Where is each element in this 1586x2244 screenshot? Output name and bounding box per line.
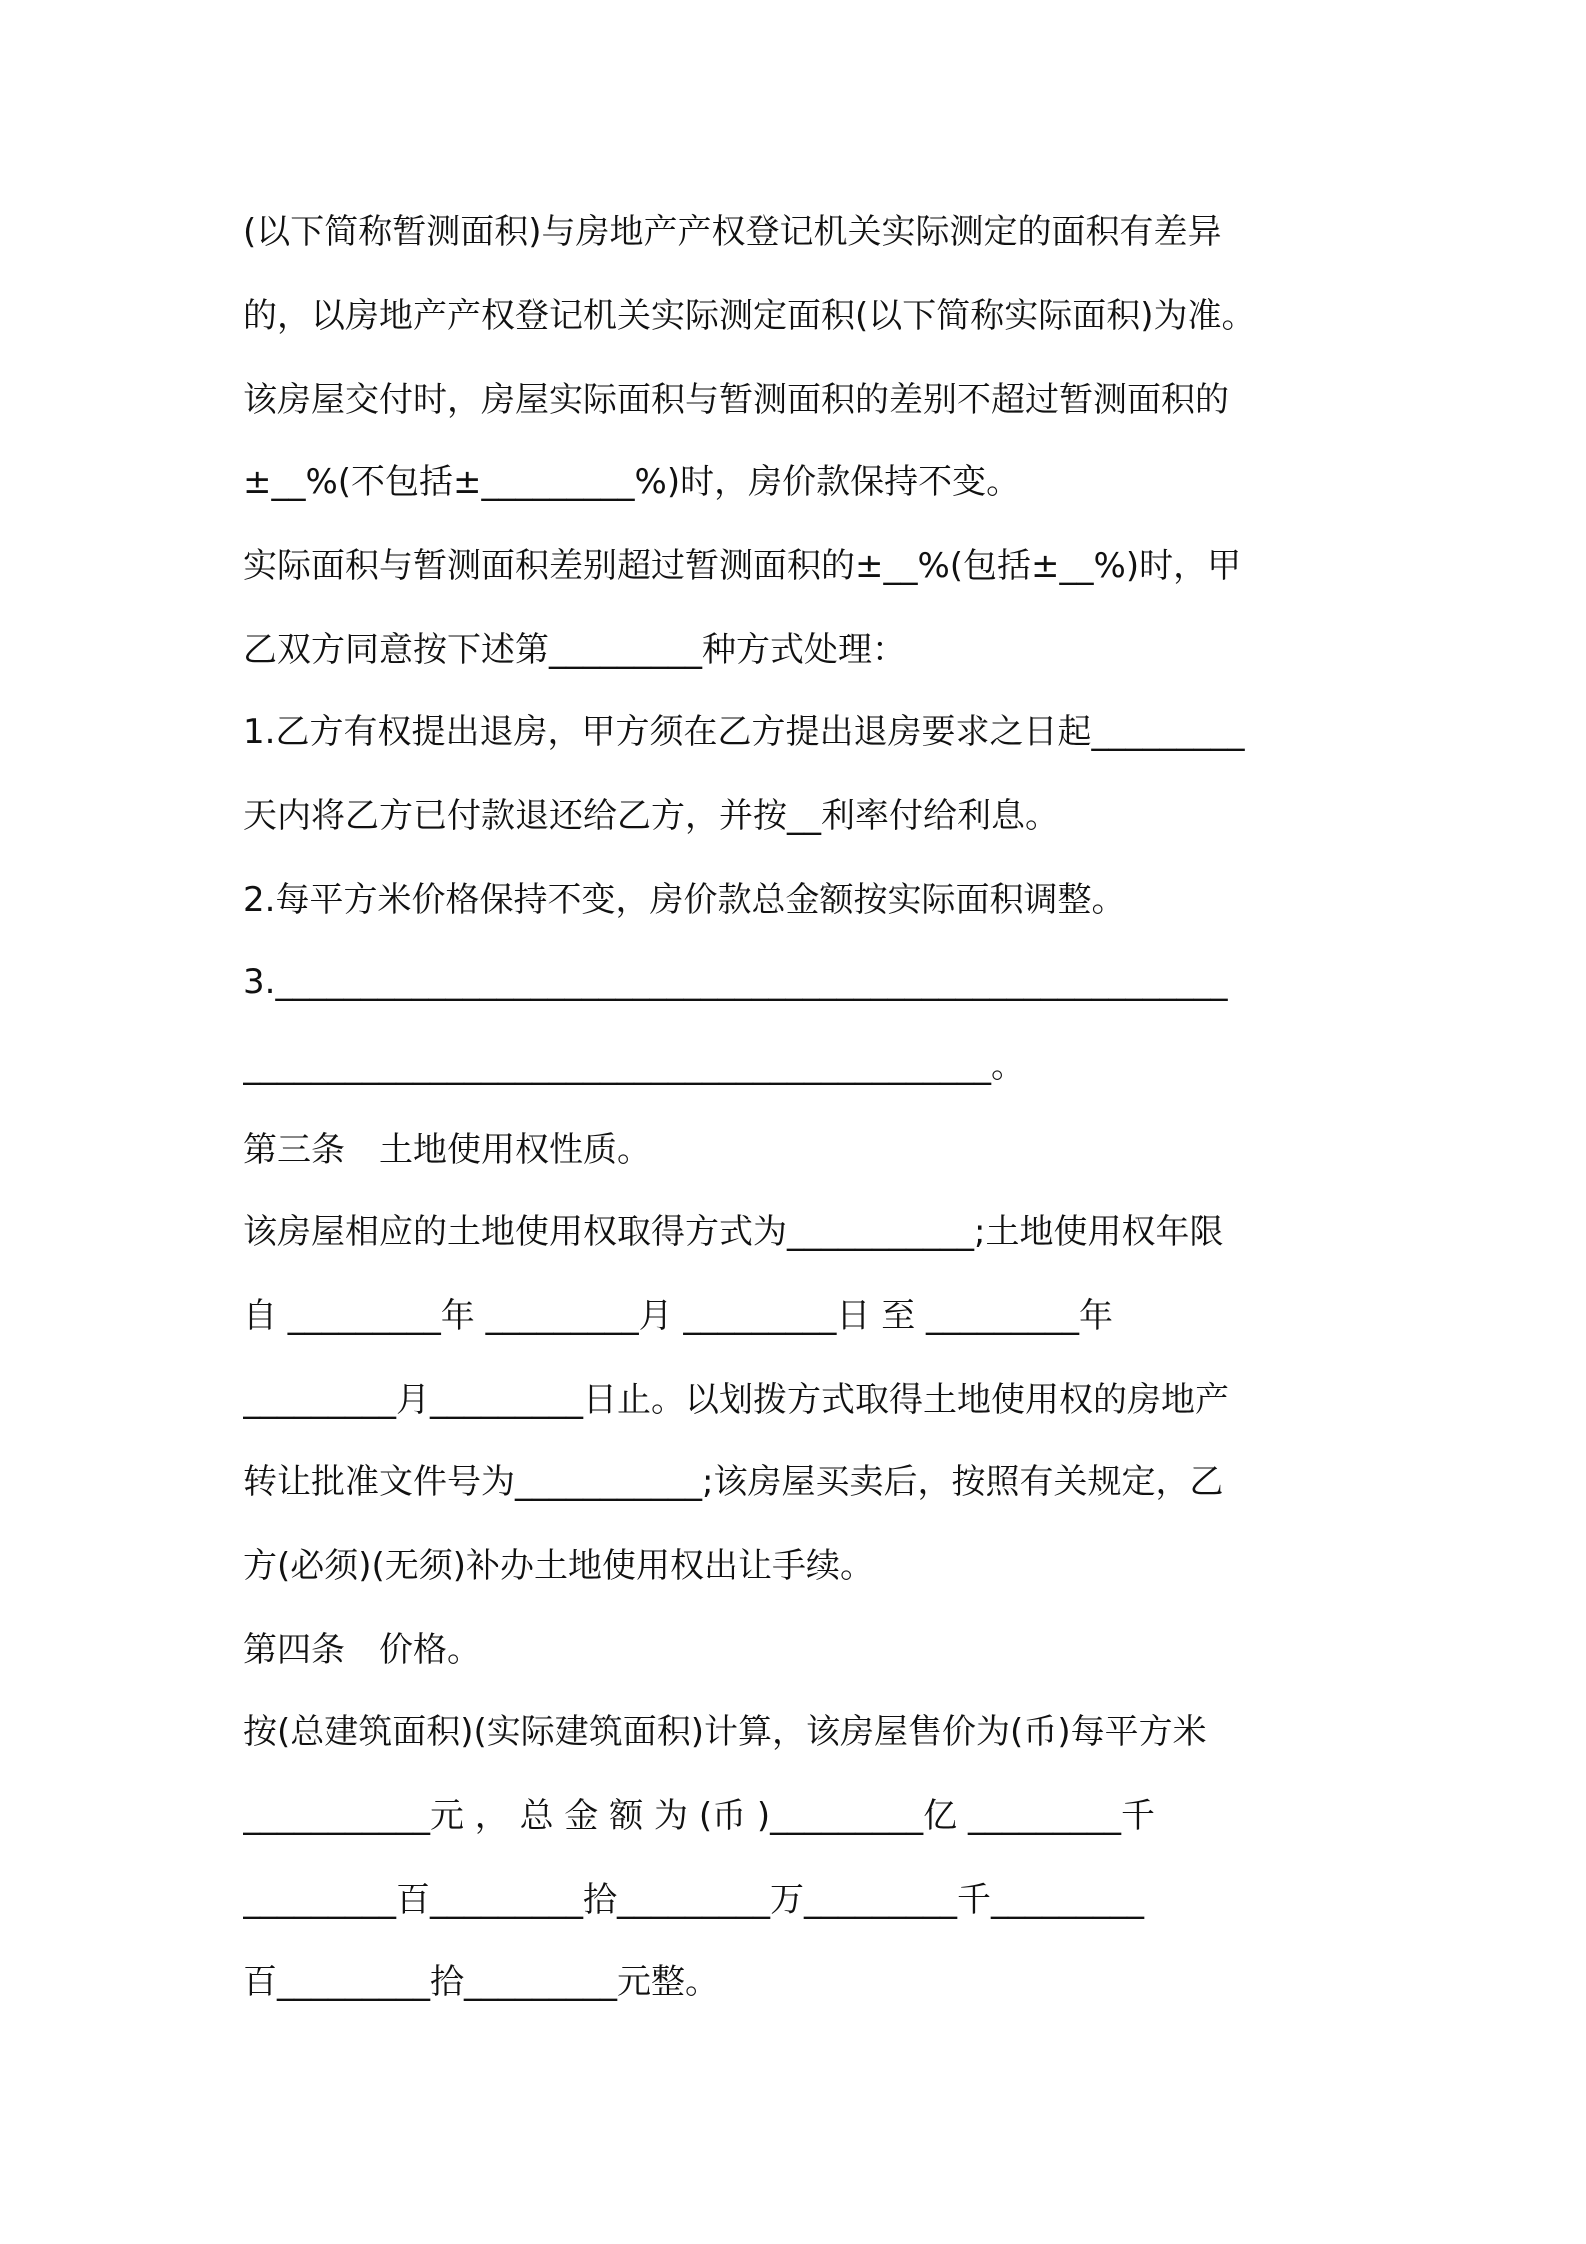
text-line: (以下简称暂测面积)与房地产产权登记机关实际测定的面积有差异	[243, 212, 1222, 252]
text-line: 按(总建筑面积)(实际建筑面积)计算，该房屋售价为(币)每平方米	[243, 1712, 1207, 1752]
text-line: 自 _________年 _________月 _________日 至 _________年	[243, 1296, 1114, 1336]
text-line: 转让批准文件号为___________;该房屋买卖后，按照有关规定，乙	[243, 1462, 1224, 1502]
text-line: 方(必须)(无须)补办土地使用权出让手续。	[243, 1546, 875, 1586]
text-line: 3.________________________________________________________	[243, 962, 1228, 1002]
text-line: 该房屋交付时，房屋实际面积与暂测面积的差别不超过暂测面积的	[243, 380, 1229, 420]
text-line: ____________________________________________。	[243, 1046, 1025, 1086]
text-line: 该房屋相应的土地使用权取得方式为___________;土地使用权年限	[243, 1212, 1224, 1252]
text-line: 1.乙方有权提出退房，甲方须在乙方提出退房要求之日起_________	[243, 712, 1245, 752]
section-heading: 第四条 价格。	[243, 1630, 481, 1670]
text-line: 实际面积与暂测面积差别超过暂测面积的±__%(包括±__%)时，甲	[243, 546, 1242, 586]
text-line: _________百_________拾_________万_________千_________	[243, 1880, 1144, 1920]
section-heading: 第三条 土地使用权性质。	[243, 1130, 651, 1170]
text-line: ___________元 ， 总 金 额 为 (币 )_________亿 _________千	[243, 1796, 1155, 1836]
text-line: _________月_________日止。以划拨方式取得土地使用权的房地产	[243, 1380, 1229, 1420]
text-line: 2.每平方米价格保持不变，房价款总金额按实际面积调整。	[243, 880, 1126, 920]
text-line: ±__%(不包括±_________%)时，房价款保持不变。	[243, 462, 1021, 502]
text-line: 天内将乙方已付款退还给乙方，并按__利率付给利息。	[243, 796, 1059, 836]
text-line: 乙双方同意按下述第_________种方式处理：	[243, 630, 906, 670]
text-line: 百_________拾_________元整。	[243, 1962, 719, 2002]
text-line: 的，以房地产产权登记机关实际测定面积(以下简称实际面积)为准。	[243, 296, 1256, 336]
